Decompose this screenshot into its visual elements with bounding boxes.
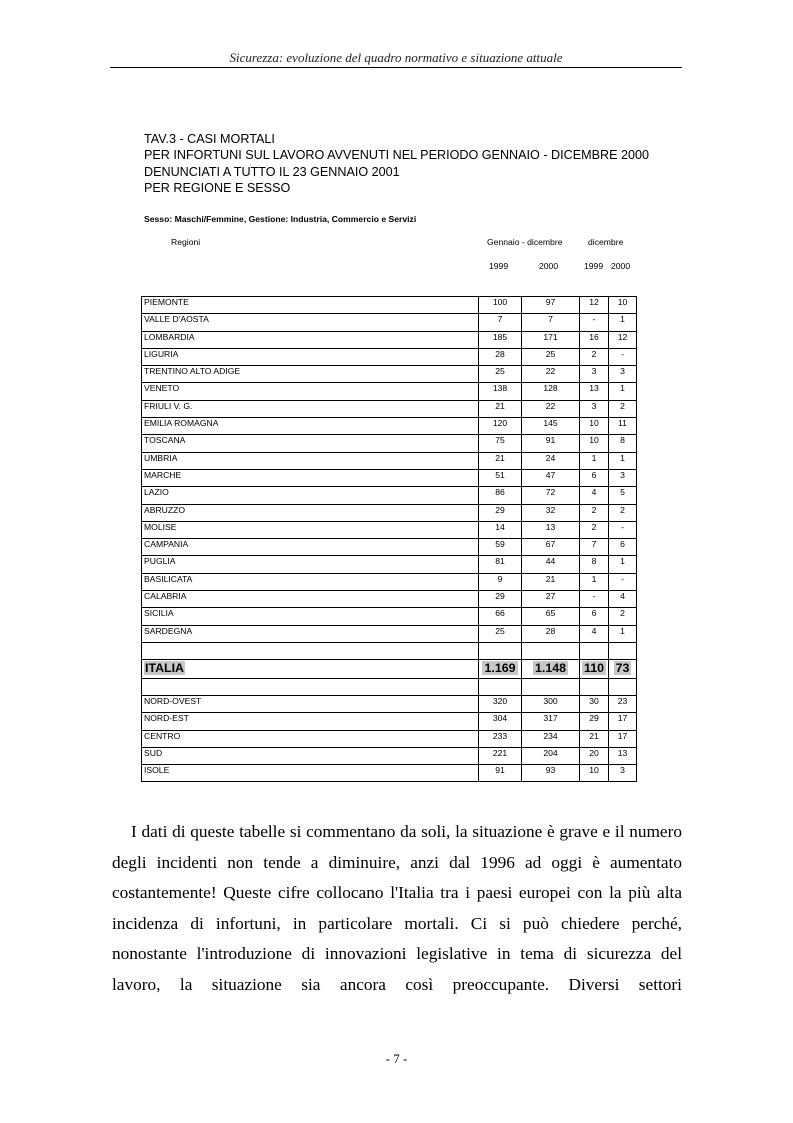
cell-value: 44 bbox=[522, 556, 580, 573]
cell-value: 171 bbox=[522, 331, 580, 348]
row-label: LAZIO bbox=[142, 487, 479, 504]
area-row bbox=[142, 747, 637, 764]
body-line: lavoro, la situazione sia ancora così preoccupante. Diversi settori bbox=[112, 974, 682, 994]
cell-value: 7 bbox=[522, 314, 580, 331]
cell-value: 138 bbox=[479, 383, 522, 400]
cell-value: 1 bbox=[580, 573, 609, 590]
row-label: UMBRIA bbox=[142, 452, 479, 469]
region-row bbox=[142, 452, 637, 469]
cell-value: 22 bbox=[522, 366, 580, 383]
cell-value: 21 bbox=[522, 573, 580, 590]
cell-value: 14 bbox=[479, 521, 522, 538]
row-label: LIGURIA bbox=[142, 348, 479, 365]
cell-value: 6 bbox=[609, 539, 637, 556]
cell-value: 93 bbox=[522, 765, 580, 782]
region-row bbox=[142, 504, 637, 521]
region-row bbox=[142, 418, 637, 435]
cell-value: 51 bbox=[479, 469, 522, 486]
table-title bbox=[144, 131, 649, 197]
total-value: 73 bbox=[615, 661, 630, 676]
cell-value: 185 bbox=[479, 331, 522, 348]
region-row bbox=[142, 314, 637, 331]
cell-value: 47 bbox=[522, 469, 580, 486]
row-label: TOSCANA bbox=[142, 435, 479, 452]
row-label: VALLE D'AOSTA bbox=[142, 314, 479, 331]
page-number: - 7 - bbox=[385, 1051, 408, 1066]
cell-value: 13 bbox=[522, 521, 580, 538]
region-row bbox=[142, 539, 637, 556]
cell-value: 25 bbox=[479, 625, 522, 642]
cell-value: 4 bbox=[580, 625, 609, 642]
region-row bbox=[142, 400, 637, 417]
cell-value: 6 bbox=[580, 608, 609, 625]
region-row bbox=[142, 608, 637, 625]
row-label: CALABRIA bbox=[142, 591, 479, 608]
column-header-year: 1999 bbox=[584, 261, 604, 271]
region-row bbox=[142, 625, 637, 642]
region-row bbox=[142, 383, 637, 400]
cell-value: 75 bbox=[479, 435, 522, 452]
region-row bbox=[142, 556, 637, 573]
cell-value: 1 bbox=[609, 383, 637, 400]
row-label: SARDEGNA bbox=[142, 625, 479, 642]
table-title-line: DENUNCIATI A TUTTO IL 23 GENNAIO 2001 bbox=[144, 164, 400, 179]
region-row bbox=[142, 521, 637, 538]
cell-value: - bbox=[609, 573, 637, 590]
cell-value: 3 bbox=[609, 765, 637, 782]
row-label: NORD-EST bbox=[142, 713, 479, 730]
row-label: ISOLE bbox=[142, 765, 479, 782]
cell-value: 13 bbox=[609, 747, 637, 764]
cell-value: - bbox=[580, 314, 609, 331]
cell-value: 25 bbox=[479, 366, 522, 383]
cell-value: 97 bbox=[522, 297, 580, 314]
row-label: MOLISE bbox=[142, 521, 479, 538]
cell-value: 23 bbox=[609, 695, 637, 712]
cell-value: 317 bbox=[522, 713, 580, 730]
cell-value: 233 bbox=[479, 730, 522, 747]
cell-value: 91 bbox=[479, 765, 522, 782]
cell-value: 5 bbox=[609, 487, 637, 504]
table-title-line: TAV.3 - CASI MORTALI bbox=[144, 132, 275, 146]
cell-value: 3 bbox=[609, 469, 637, 486]
cell-value: 10 bbox=[580, 435, 609, 452]
running-header: Sicurezza: evoluzione del quadro normativo e situazione attuale bbox=[229, 50, 563, 65]
cell-value: 1 bbox=[609, 556, 637, 573]
cell-value: 234 bbox=[522, 730, 580, 747]
cell-value: 2 bbox=[609, 400, 637, 417]
area-row bbox=[142, 730, 637, 747]
column-header-regioni: Regioni bbox=[171, 237, 201, 247]
cell-value: 29 bbox=[479, 504, 522, 521]
column-header-year: 2000 bbox=[539, 261, 559, 271]
region-row bbox=[142, 487, 637, 504]
body-line: costantemente! Queste cifre collocano l'Italia tra i paesi europei con la più alta bbox=[112, 883, 682, 902]
cell-value: 8 bbox=[580, 556, 609, 573]
body-paragraph bbox=[112, 817, 682, 1000]
column-header-gennaio-dicembre: Gennaio - dicembre bbox=[487, 237, 563, 247]
cell-value: 3 bbox=[580, 366, 609, 383]
region-row bbox=[142, 366, 637, 383]
cell-value: 17 bbox=[609, 730, 637, 747]
area-row bbox=[142, 695, 637, 712]
cell-value: 120 bbox=[479, 418, 522, 435]
cell-value: 13 bbox=[580, 383, 609, 400]
cell-value: 29 bbox=[580, 713, 609, 730]
cell-value: 28 bbox=[522, 625, 580, 642]
cell-value: 1 bbox=[580, 452, 609, 469]
cell-value: 65 bbox=[522, 608, 580, 625]
region-row bbox=[142, 591, 637, 608]
region-row bbox=[142, 331, 637, 348]
cell-value: 304 bbox=[479, 713, 522, 730]
cell-value: 221 bbox=[479, 747, 522, 764]
cell-value: 10 bbox=[609, 297, 637, 314]
cell-value: 25 bbox=[522, 348, 580, 365]
cell-value: 59 bbox=[479, 539, 522, 556]
cell-value: 145 bbox=[522, 418, 580, 435]
total-row bbox=[142, 659, 637, 678]
cell-value: 1 bbox=[609, 625, 637, 642]
cell-value: 10 bbox=[580, 765, 609, 782]
column-header-year: 1999 bbox=[489, 261, 509, 271]
cell-value: 17 bbox=[609, 713, 637, 730]
cell-value: 300 bbox=[522, 695, 580, 712]
row-label: LOMBARDIA bbox=[142, 331, 479, 348]
header-rule bbox=[110, 67, 682, 68]
cell-value: 8 bbox=[609, 435, 637, 452]
row-label: EMILIA ROMAGNA bbox=[142, 418, 479, 435]
cell-value: 320 bbox=[479, 695, 522, 712]
cell-value: 21 bbox=[479, 400, 522, 417]
row-label: MARCHE bbox=[142, 469, 479, 486]
cell-value: 32 bbox=[522, 504, 580, 521]
cell-value: 12 bbox=[609, 331, 637, 348]
cell-value: 128 bbox=[522, 383, 580, 400]
total-value: 1.169 bbox=[484, 661, 516, 676]
body-line: I dati di queste tabelle si commentano da soli, la situazione è grave e il numero bbox=[131, 822, 682, 841]
cell-value: 10 bbox=[580, 418, 609, 435]
body-line: degli incidenti non tende a diminuire, anzi dal 1996 ad oggi è aumentato bbox=[112, 852, 682, 872]
cell-value: 2 bbox=[580, 521, 609, 538]
area-row bbox=[142, 713, 637, 730]
cell-value: 7 bbox=[479, 314, 522, 331]
body-line: incidenza di infortuni, in particolare mortali. Ci si può chiedere perché, bbox=[112, 913, 682, 933]
cell-value: 1 bbox=[609, 452, 637, 469]
cell-value: 66 bbox=[479, 608, 522, 625]
cell-value: 27 bbox=[522, 591, 580, 608]
cell-value: 21 bbox=[580, 730, 609, 747]
cell-value: 100 bbox=[479, 297, 522, 314]
total-label: ITALIA bbox=[145, 661, 184, 676]
cell-value: 204 bbox=[522, 747, 580, 764]
cell-value: 1 bbox=[609, 314, 637, 331]
cell-value: 11 bbox=[609, 418, 637, 435]
cell-value: 28 bbox=[479, 348, 522, 365]
row-label: SUD bbox=[142, 747, 479, 764]
cell-value: 2 bbox=[580, 348, 609, 365]
row-label: PIEMONTE bbox=[142, 297, 479, 314]
cell-value: 29 bbox=[479, 591, 522, 608]
cell-value: 67 bbox=[522, 539, 580, 556]
cell-value: 20 bbox=[580, 747, 609, 764]
cell-value: 2 bbox=[580, 504, 609, 521]
row-label: ABRUZZO bbox=[142, 504, 479, 521]
region-row bbox=[142, 573, 637, 590]
cell-value: 81 bbox=[479, 556, 522, 573]
table-title-line: PER INFORTUNI SUL LAVORO AVVENUTI NEL PERIODO GENNAIO - DICEMBRE 2000 bbox=[144, 148, 650, 163]
cell-value: 22 bbox=[522, 400, 580, 417]
cell-value: 30 bbox=[580, 695, 609, 712]
region-row bbox=[142, 435, 637, 452]
column-header-year: 2000 bbox=[611, 261, 631, 271]
blank-row bbox=[142, 642, 637, 659]
cell-value: 7 bbox=[580, 539, 609, 556]
cell-value: 86 bbox=[479, 487, 522, 504]
cell-value: 24 bbox=[522, 452, 580, 469]
row-label: CENTRO bbox=[142, 730, 479, 747]
cell-value: 12 bbox=[580, 297, 609, 314]
blank-row bbox=[142, 678, 637, 695]
region-row bbox=[142, 348, 637, 365]
row-label: PUGLIA bbox=[142, 556, 479, 573]
total-value: 1.148 bbox=[534, 661, 566, 676]
table-title-line: PER REGIONE E SESSO bbox=[144, 181, 291, 196]
row-label: CAMPANIA bbox=[142, 539, 479, 556]
cell-value: - bbox=[609, 521, 637, 538]
cell-value: 2 bbox=[609, 608, 637, 625]
total-value: 110 bbox=[584, 661, 604, 676]
cell-value: 91 bbox=[522, 435, 580, 452]
row-label: BASILICATA bbox=[142, 573, 479, 590]
region-row bbox=[142, 469, 637, 486]
column-header-dicembre: dicembre bbox=[588, 237, 624, 247]
cell-value: 4 bbox=[580, 487, 609, 504]
region-row bbox=[142, 297, 637, 314]
row-label: SICILIA bbox=[142, 608, 479, 625]
row-label: VENETO bbox=[142, 383, 479, 400]
row-label: NORD-OVEST bbox=[142, 695, 479, 712]
cell-value: - bbox=[580, 591, 609, 608]
area-row bbox=[142, 765, 637, 782]
cell-value: 9 bbox=[479, 573, 522, 590]
cell-value: 16 bbox=[580, 331, 609, 348]
cell-value: - bbox=[609, 348, 637, 365]
cell-value: 3 bbox=[580, 400, 609, 417]
cell-value: 21 bbox=[479, 452, 522, 469]
fatalities-table bbox=[141, 296, 637, 782]
filter-line: Sesso: Maschi/Femmine, Gestione: Industria, Commercio e Servizi bbox=[144, 214, 417, 224]
cell-value: 2 bbox=[609, 504, 637, 521]
row-label: TRENTINO ALTO ADIGE bbox=[142, 366, 479, 383]
cell-value: 72 bbox=[522, 487, 580, 504]
cell-value: 3 bbox=[609, 366, 637, 383]
body-line: nonostante l'introduzione di innovazioni legislative in tema di sicurezza del bbox=[112, 944, 682, 963]
row-label: FRIULI V. G. bbox=[142, 400, 479, 417]
cell-value: 6 bbox=[580, 469, 609, 486]
cell-value: 4 bbox=[609, 591, 637, 608]
